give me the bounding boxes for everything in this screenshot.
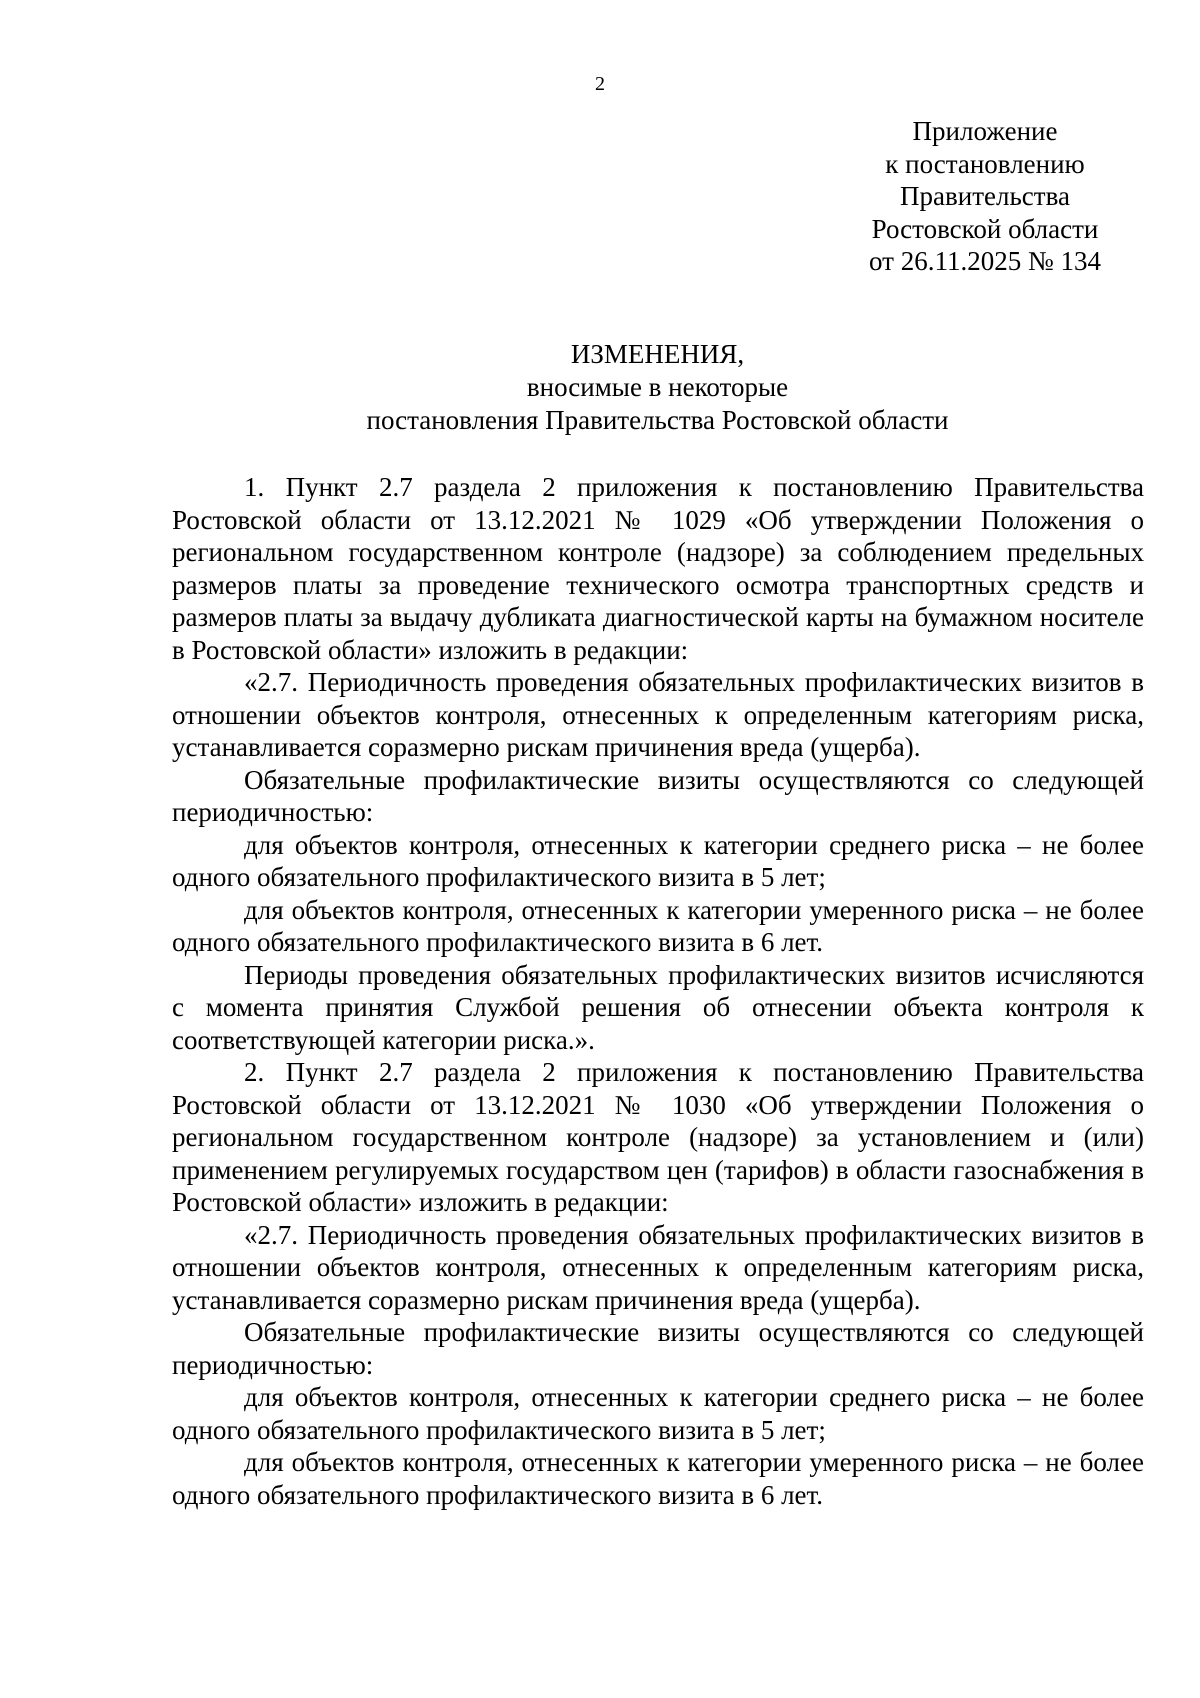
appendix-block xyxy=(830,115,1140,278)
paragraph: Обязательные профилактические визиты осуществляются со следующей периодичностью: xyxy=(172,764,1144,827)
paragraph: «2.7. Периодичность проведения обязательных профилактических визитов в отношении объектов контроля, отнесенных к определенным категориям риска, устанавливается соразмерно рискам причинения вреда (ущерба). xyxy=(172,667,1144,762)
paragraph: для объектов контроля, отнесенных к категории среднего риска – не более одного обязательного профилактического визита в 5 лет; xyxy=(172,829,1144,892)
paragraph: для объектов контроля, отнесенных к категории умеренного риска – не более одного обязательного профилактического визита в 6 лет. xyxy=(172,894,1144,957)
heading-title: ИЗМЕНЕНИЯ, xyxy=(570,339,745,369)
page-number: 2 xyxy=(595,73,605,95)
document-heading xyxy=(170,338,1145,437)
paragraph: Обязательные профилактические визиты осуществляются со следующей периодичностью: xyxy=(172,1317,1144,1380)
appendix-line: Приложение xyxy=(912,116,1058,146)
paragraph: Периоды проведения обязательных профилактических визитов исчисляются с момента принятия Службой решения об отнесении объекта контроля к соответствующей категории риска.». xyxy=(172,959,1144,1055)
heading-subtitle: постановления Правительства Ростовской области xyxy=(366,405,949,435)
appendix-line: Ростовской области xyxy=(871,213,1099,244)
document-body xyxy=(172,471,1144,1511)
appendix-date-number: от 26.11.2025 № 134 xyxy=(869,246,1101,276)
heading-subtitle: вносимые в некоторые xyxy=(526,372,789,402)
appendix-line: Правительства xyxy=(900,181,1070,211)
paragraph: для объектов контроля, отнесенных к категории умеренного риска – не более одного обязательного профилактического визита в 6 лет. xyxy=(172,1447,1144,1510)
appendix-line: к постановлению xyxy=(885,148,1085,179)
paragraph: 2. Пункт 2.7 раздела 2 приложения к постановлению Правительства Ростовской области от 13.12.2021 № 1030 «Об утверждении Положения о региональном государственном контроле (надзоре) за установлением и (или) применением регулируемых государством цен (тарифов) в области газоснабжения в Ростовской области» изложить в редакции: xyxy=(172,1057,1144,1217)
paragraph: для объектов контроля, отнесенных к категории среднего риска – не более одного обязательного профилактического визита в 5 лет; xyxy=(172,1382,1144,1445)
paragraph: 1. Пункт 2.7 раздела 2 приложения к постановлению Правительства Ростовской области от 13.12.2021 № 1029 «Об утверждении Положения о региональном государственном контроле (надзоре) за соблюдением предельных размеров платы за проведение технического осмотра транспортных средств и размеров платы за выдачу дубликата диагностической карты на бумажном носителе в Ростовской области» изложить в редакции: xyxy=(172,472,1144,665)
paragraph: «2.7. Периодичность проведения обязательных профилактических визитов в отношении объектов контроля, отнесенных к определенным категориям риска, устанавливается соразмерно рискам причинения вреда (ущерба). xyxy=(172,1219,1144,1315)
